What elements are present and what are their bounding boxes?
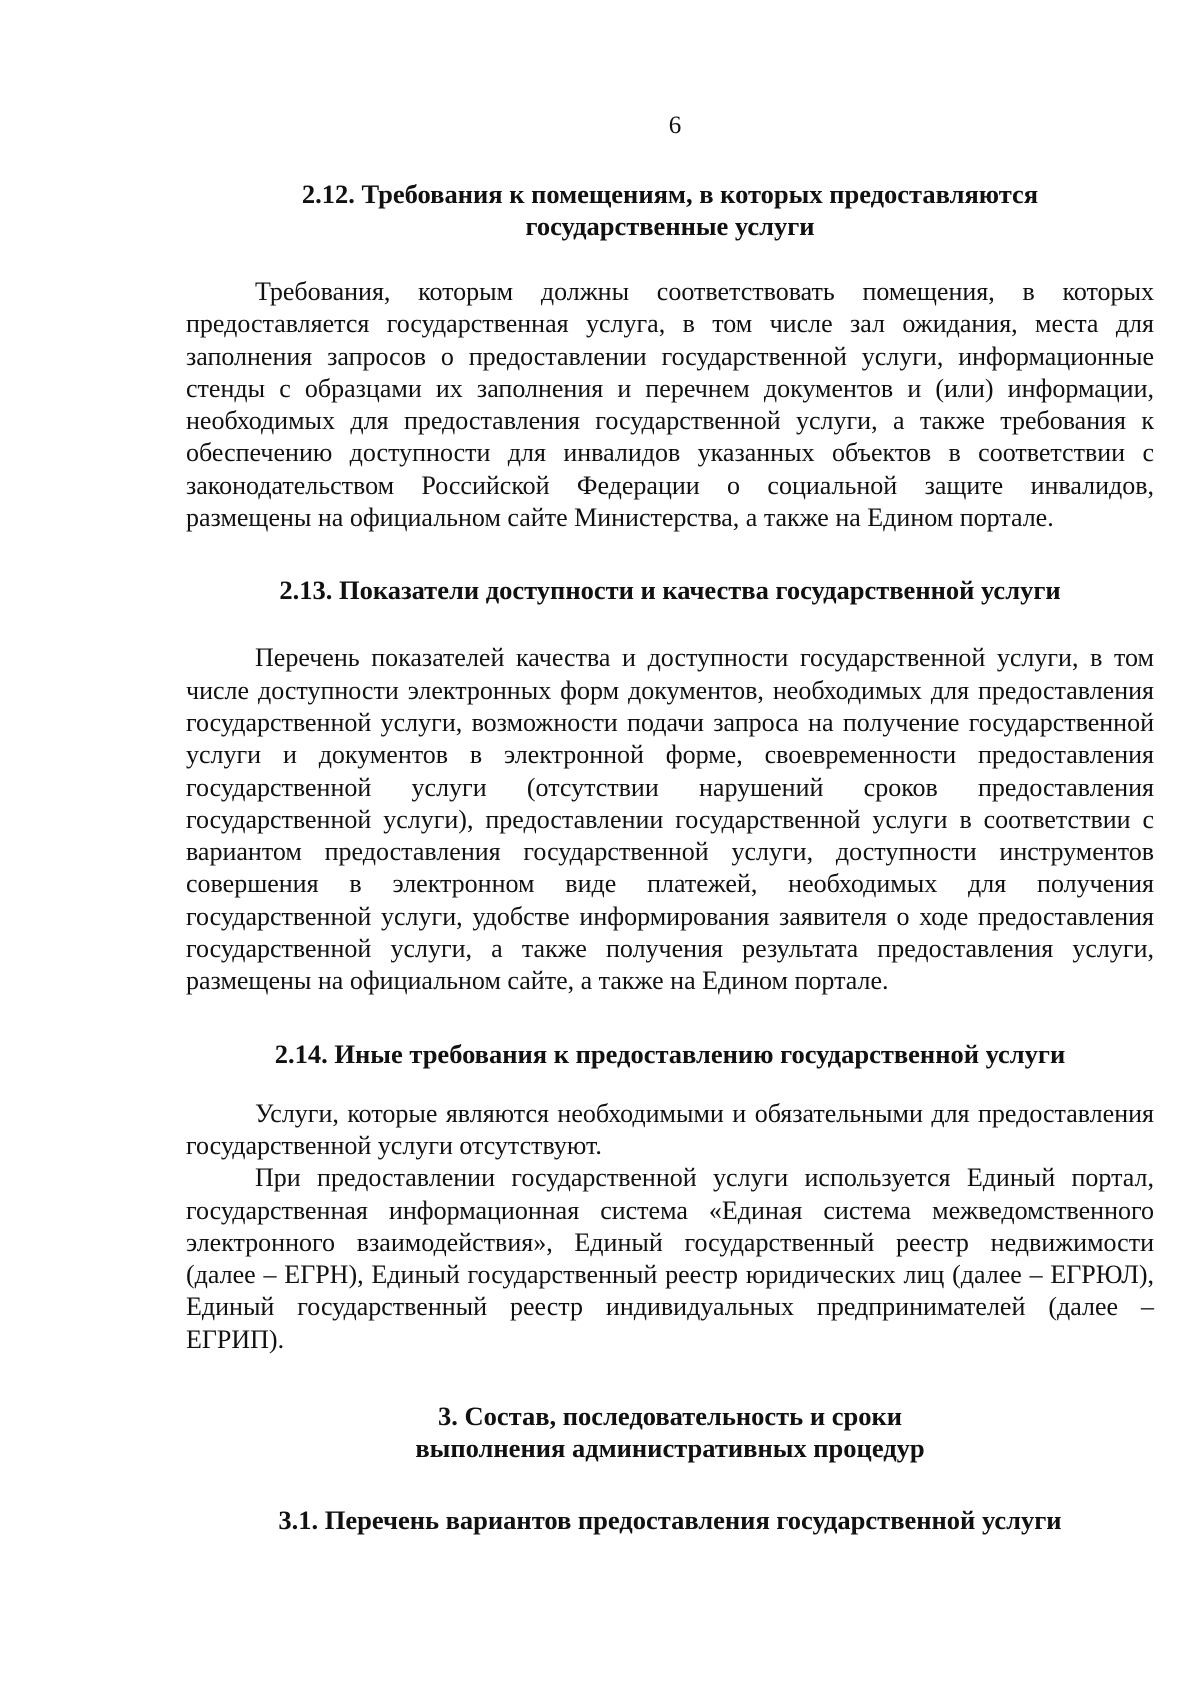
page-number: 6 [668,112,682,139]
section-heading-2-12: 2.12. Требования к помещениям, в которых предоставляются государственные услуги [301,179,1039,241]
section-paragraph-2-14-first: Услуги, которые являются необходимыми и обязательными для предоставления государственной услуги отсутствуют. [186,1098,1154,1160]
section-heading-2-14: 2.14. Иные требования к предоставлению государственной услуги [274,1038,1066,1069]
section-heading-2-13: 2.13. Показатели доступности и качества государственной услуги [279,575,1061,606]
section-heading-3-1: 3.1. Перечень вариантов предоставления государственной услуги [278,1505,1062,1536]
section-paragraph-2-14-second: При предоставлении государственной услуги используется Единый портал, государственная информационная система «Единая система межведомственного электронного взаимодействия», Единый государственный реестр недвижимости (далее – ЕГРН), Единый государственный реестр юридических лиц (далее – ЕГРЮЛ), Единый государственный реестр индивидуальных предпринимателей (далее – ЕГРИП). [186,1163,1154,1354]
section-paragraph-2-12: Требования, которым должны соответствовать помещения, в которых предоставляется государственная услуга, в том числе зал ожидания, места для заполнения запросов о предоставлении государственной услуги, информационные стенды с образцами их заполнения и перечнем документов и (или) информации, необходимых для предоставления государственной услуги, а также требования к обеспечению доступности для инвалидов указанных объектов в соответствии с законодательством Российской Федерации о социальной защите инвалидов, размещены на официальном сайте Министерства, а также на Едином портале. [186,277,1154,533]
section-paragraph-2-13: Перечень показателей качества и доступности государственной услуги, в том числе доступности электронных форм документов, необходимых для предоставления государственной услуги, возможности подачи запроса на получение государственной услуги и документов в электронной форме, своевременности предоставления государственной услуги (отсутствии нарушений сроков предоставления государственной услуги), предоставлении государственной услуги в соответствии с вариантом предоставления государственной услуги, доступности инструментов совершения в электронном виде платежей, необходимых для получения государственной услуги, удобстве информирования заявителя о ходе предоставления государственной услуги, а также получения результата предоставления услуги, размещены на официальном сайте, а также на Едином портале. [186,643,1154,996]
section-heading-3: 3. Состав, последовательность и сроки выполнения административных процедур [415,1401,925,1464]
document-body [186,178,1154,1536]
